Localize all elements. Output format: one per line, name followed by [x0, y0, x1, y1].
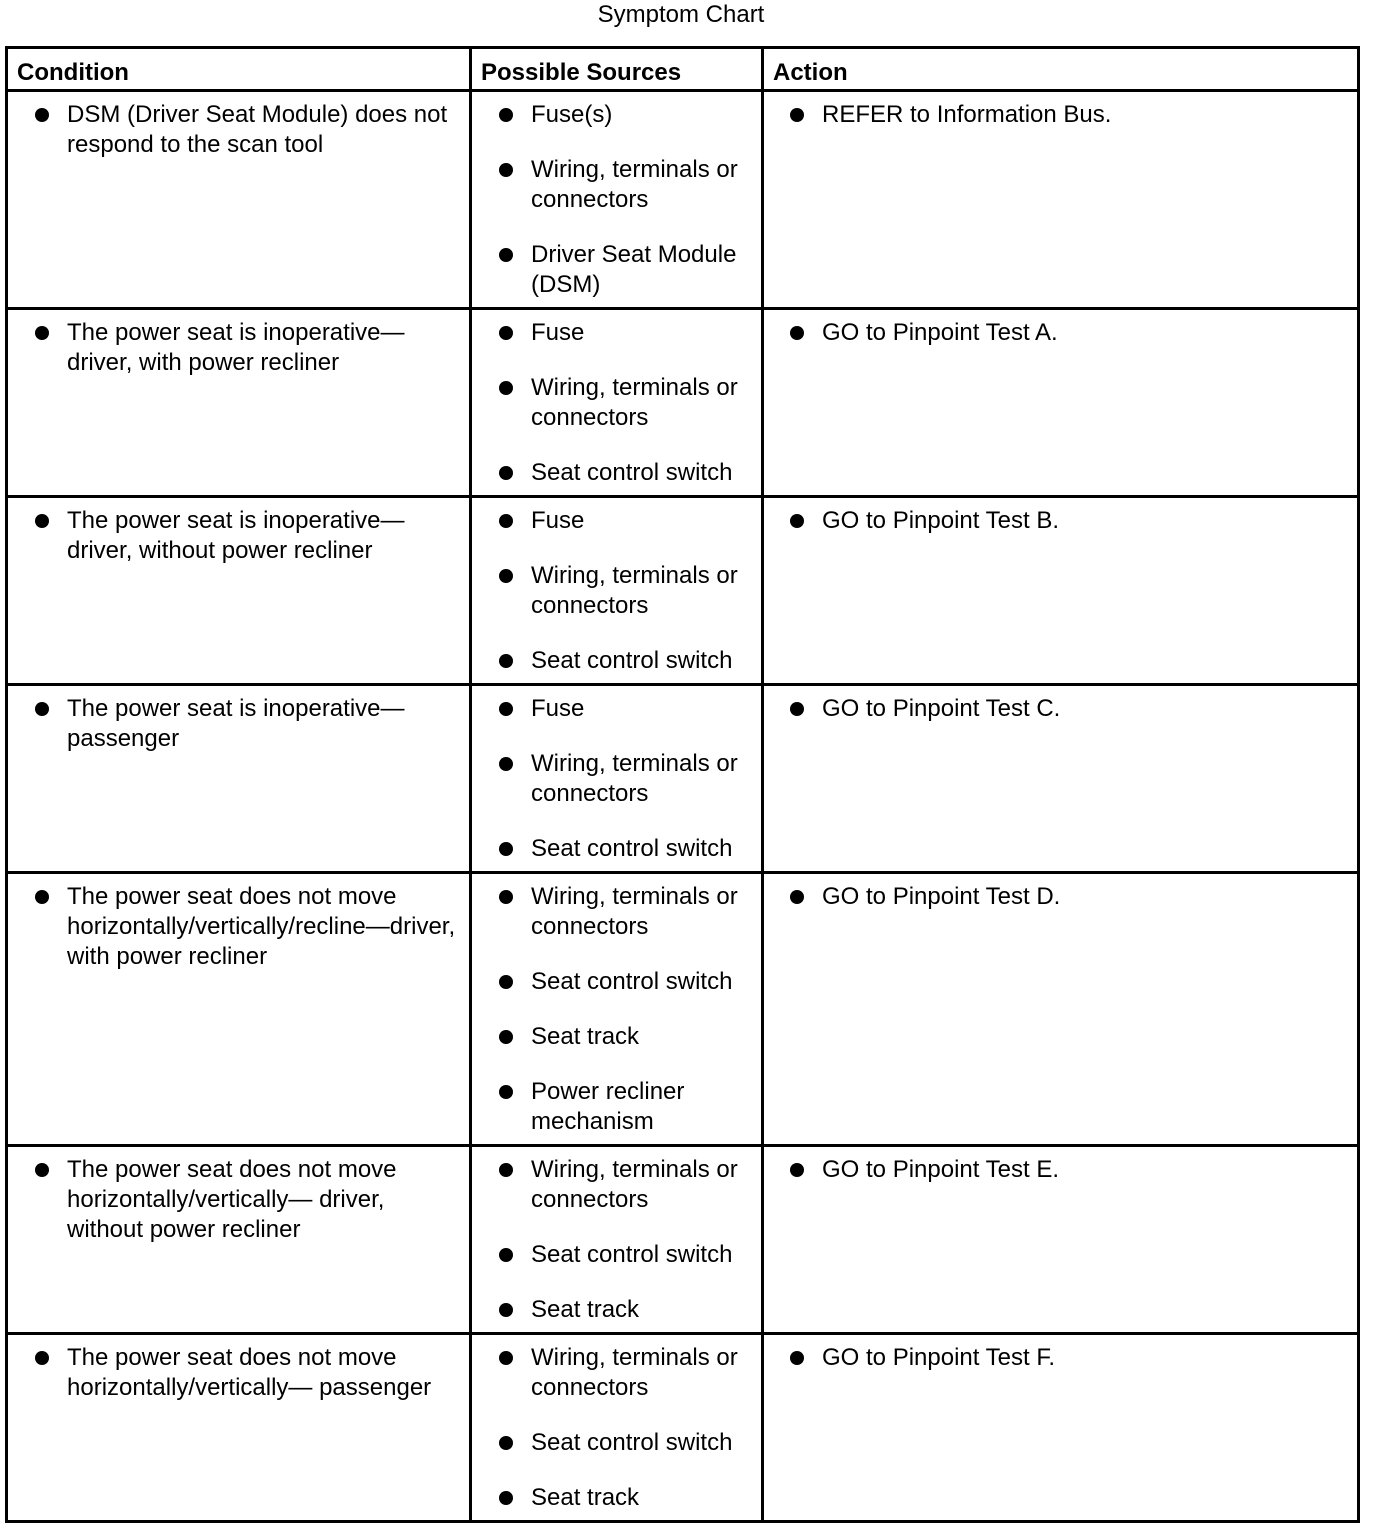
source-item-text: Seat control switch: [531, 968, 733, 995]
action-item-text: GO to Pinpoint Test B.: [822, 507, 1060, 534]
source-item-text: Seat control switch: [531, 647, 733, 674]
action-cell: [763, 1334, 1359, 1522]
source-item: [472, 1295, 755, 1325]
bullet-icon: [790, 108, 804, 122]
condition-item: [8, 1343, 463, 1403]
bullet-icon: [499, 1491, 513, 1505]
source-item-text: Wiring, terminals or connectors: [531, 1344, 738, 1401]
source-item: [472, 506, 755, 536]
source-item-text: Seat track: [531, 1296, 640, 1323]
source-item: [472, 1022, 755, 1052]
source-item-text: Seat control switch: [531, 1241, 733, 1268]
bullet-icon: [499, 381, 513, 395]
source-item: [472, 834, 755, 864]
bullet-icon: [499, 108, 513, 122]
bullet-icon: [499, 1303, 513, 1317]
bullet-icon: [499, 466, 513, 480]
action-item: [764, 318, 1351, 348]
sources-cell: [471, 685, 763, 873]
action-cell: [763, 685, 1359, 873]
condition-item: [8, 1155, 463, 1245]
source-item: [472, 373, 755, 433]
condition-item: [8, 882, 463, 972]
bullet-icon: [499, 890, 513, 904]
source-item-text: Driver Seat Module (DSM): [531, 241, 737, 298]
table-row: [7, 1334, 1359, 1522]
bullet-icon: [35, 108, 49, 122]
condition-item-text: DSM (Driver Seat Module) does not respond to the scan tool: [67, 101, 448, 158]
source-item: [472, 967, 755, 997]
header-row: [7, 48, 1359, 91]
sources-cell: [471, 1334, 763, 1522]
source-item-text: Fuse: [531, 507, 585, 534]
source-item-text: Seat control switch: [531, 835, 733, 862]
condition-item-text: The power seat is inoperative—driver, with power recliner: [67, 319, 405, 376]
bullet-icon: [790, 1163, 804, 1177]
sources-cell: [471, 1146, 763, 1334]
bullet-icon: [790, 1351, 804, 1365]
action-item-text: GO to Pinpoint Test A.: [822, 319, 1058, 346]
bullet-icon: [499, 654, 513, 668]
table-row: [7, 685, 1359, 873]
bullet-icon: [35, 702, 49, 716]
source-item-text: Seat control switch: [531, 459, 733, 486]
action-item-text: GO to Pinpoint Test D.: [822, 883, 1061, 910]
condition-item-text: The power seat does not move horizontally/vertically— driver, without power recliner: [67, 1156, 397, 1243]
condition-item-text: The power seat is inoperative—passenger: [67, 695, 405, 752]
condition-item: [8, 318, 463, 378]
bullet-icon: [35, 514, 49, 528]
condition-cell: [7, 685, 471, 873]
bullet-icon: [499, 757, 513, 771]
bullet-icon: [35, 890, 49, 904]
source-item: [472, 240, 755, 300]
condition-cell: [7, 1146, 471, 1334]
bullet-icon: [499, 1030, 513, 1044]
condition-item-text: The power seat does not move horizontally/vertically/recline—driver, with power recliner: [67, 883, 456, 970]
source-item-text: Power recliner mechanism: [531, 1078, 685, 1135]
header-action: Action: [763, 48, 1359, 91]
source-item: [472, 1428, 755, 1458]
source-item: [472, 1343, 755, 1403]
source-item: [472, 458, 755, 488]
action-item-text: GO to Pinpoint Test E.: [822, 1156, 1060, 1183]
table-row: [7, 1146, 1359, 1334]
condition-item: [8, 506, 463, 566]
source-item: [472, 1155, 755, 1215]
action-cell: [763, 91, 1359, 309]
action-cell: [763, 309, 1359, 497]
bullet-icon: [790, 326, 804, 340]
source-item: [472, 646, 755, 676]
source-item-text: Fuse(s): [531, 101, 613, 128]
bullet-icon: [499, 1436, 513, 1450]
action-item-text: REFER to Information Bus.: [822, 101, 1112, 128]
table-row: [7, 497, 1359, 685]
bullet-icon: [499, 702, 513, 716]
bullet-icon: [499, 1248, 513, 1262]
bullet-icon: [499, 163, 513, 177]
condition-item-text: The power seat is inoperative—driver, without power recliner: [67, 507, 405, 564]
bullet-icon: [499, 1085, 513, 1099]
bullet-icon: [499, 1351, 513, 1365]
bullet-icon: [499, 569, 513, 583]
source-item: [472, 1483, 755, 1513]
source-item: [472, 882, 755, 942]
action-item: [764, 100, 1351, 130]
source-item-text: Fuse: [531, 319, 585, 346]
source-item-text: Wiring, terminals or connectors: [531, 562, 738, 619]
source-item: [472, 694, 755, 724]
action-item-text: GO to Pinpoint Test C.: [822, 695, 1061, 722]
source-item-text: Wiring, terminals or connectors: [531, 750, 738, 807]
source-item: [472, 155, 755, 215]
table-row: [7, 873, 1359, 1146]
action-item-text: GO to Pinpoint Test F.: [822, 1344, 1056, 1371]
sources-cell: [471, 497, 763, 685]
source-item-text: Wiring, terminals or connectors: [531, 374, 738, 431]
source-item-text: Wiring, terminals or connectors: [531, 1156, 738, 1213]
bullet-icon: [790, 514, 804, 528]
condition-cell: [7, 91, 471, 309]
bullet-icon: [790, 890, 804, 904]
action-cell: [763, 497, 1359, 685]
chart-title: Symptom Chart: [597, 1, 765, 28]
bullet-icon: [499, 248, 513, 262]
action-item: [764, 882, 1351, 912]
bullet-icon: [35, 1351, 49, 1365]
condition-cell: [7, 1334, 471, 1522]
source-item: [472, 561, 755, 621]
source-item-text: Seat track: [531, 1023, 640, 1050]
table-body: [7, 91, 1359, 1522]
bullet-icon: [499, 975, 513, 989]
action-item: [764, 694, 1351, 724]
action-item: [764, 1343, 1351, 1373]
source-item-text: Fuse: [531, 695, 585, 722]
action-item: [764, 1155, 1351, 1185]
action-cell: [763, 1146, 1359, 1334]
condition-cell: [7, 309, 471, 497]
bullet-icon: [790, 702, 804, 716]
source-item: [472, 318, 755, 348]
header-condition: Condition: [7, 48, 471, 91]
sources-cell: [471, 91, 763, 309]
table-row: [7, 309, 1359, 497]
bullet-icon: [499, 326, 513, 340]
condition-item: [8, 694, 463, 754]
sources-cell: [471, 873, 763, 1146]
symptom-table: [5, 46, 1360, 1523]
source-item: [472, 1240, 755, 1270]
source-item-text: Seat control switch: [531, 1429, 733, 1456]
source-item: [472, 749, 755, 809]
source-item: [472, 100, 755, 130]
bullet-icon: [499, 514, 513, 528]
action-item: [764, 506, 1351, 536]
header-possible-sources: Possible Sources: [471, 48, 763, 91]
action-cell: [763, 873, 1359, 1146]
condition-cell: [7, 497, 471, 685]
source-item-text: Seat track: [531, 1484, 640, 1511]
sources-cell: [471, 309, 763, 497]
source-item: [472, 1077, 755, 1137]
bullet-icon: [499, 1163, 513, 1177]
bullet-icon: [35, 326, 49, 340]
condition-item: [8, 100, 463, 160]
bullet-icon: [499, 842, 513, 856]
source-item-text: Wiring, terminals or connectors: [531, 883, 738, 940]
condition-cell: [7, 873, 471, 1146]
table-row: [7, 91, 1359, 309]
bullet-icon: [35, 1163, 49, 1177]
source-item-text: Wiring, terminals or connectors: [531, 156, 738, 213]
condition-item-text: The power seat does not move horizontally/vertically— passenger: [67, 1344, 432, 1401]
